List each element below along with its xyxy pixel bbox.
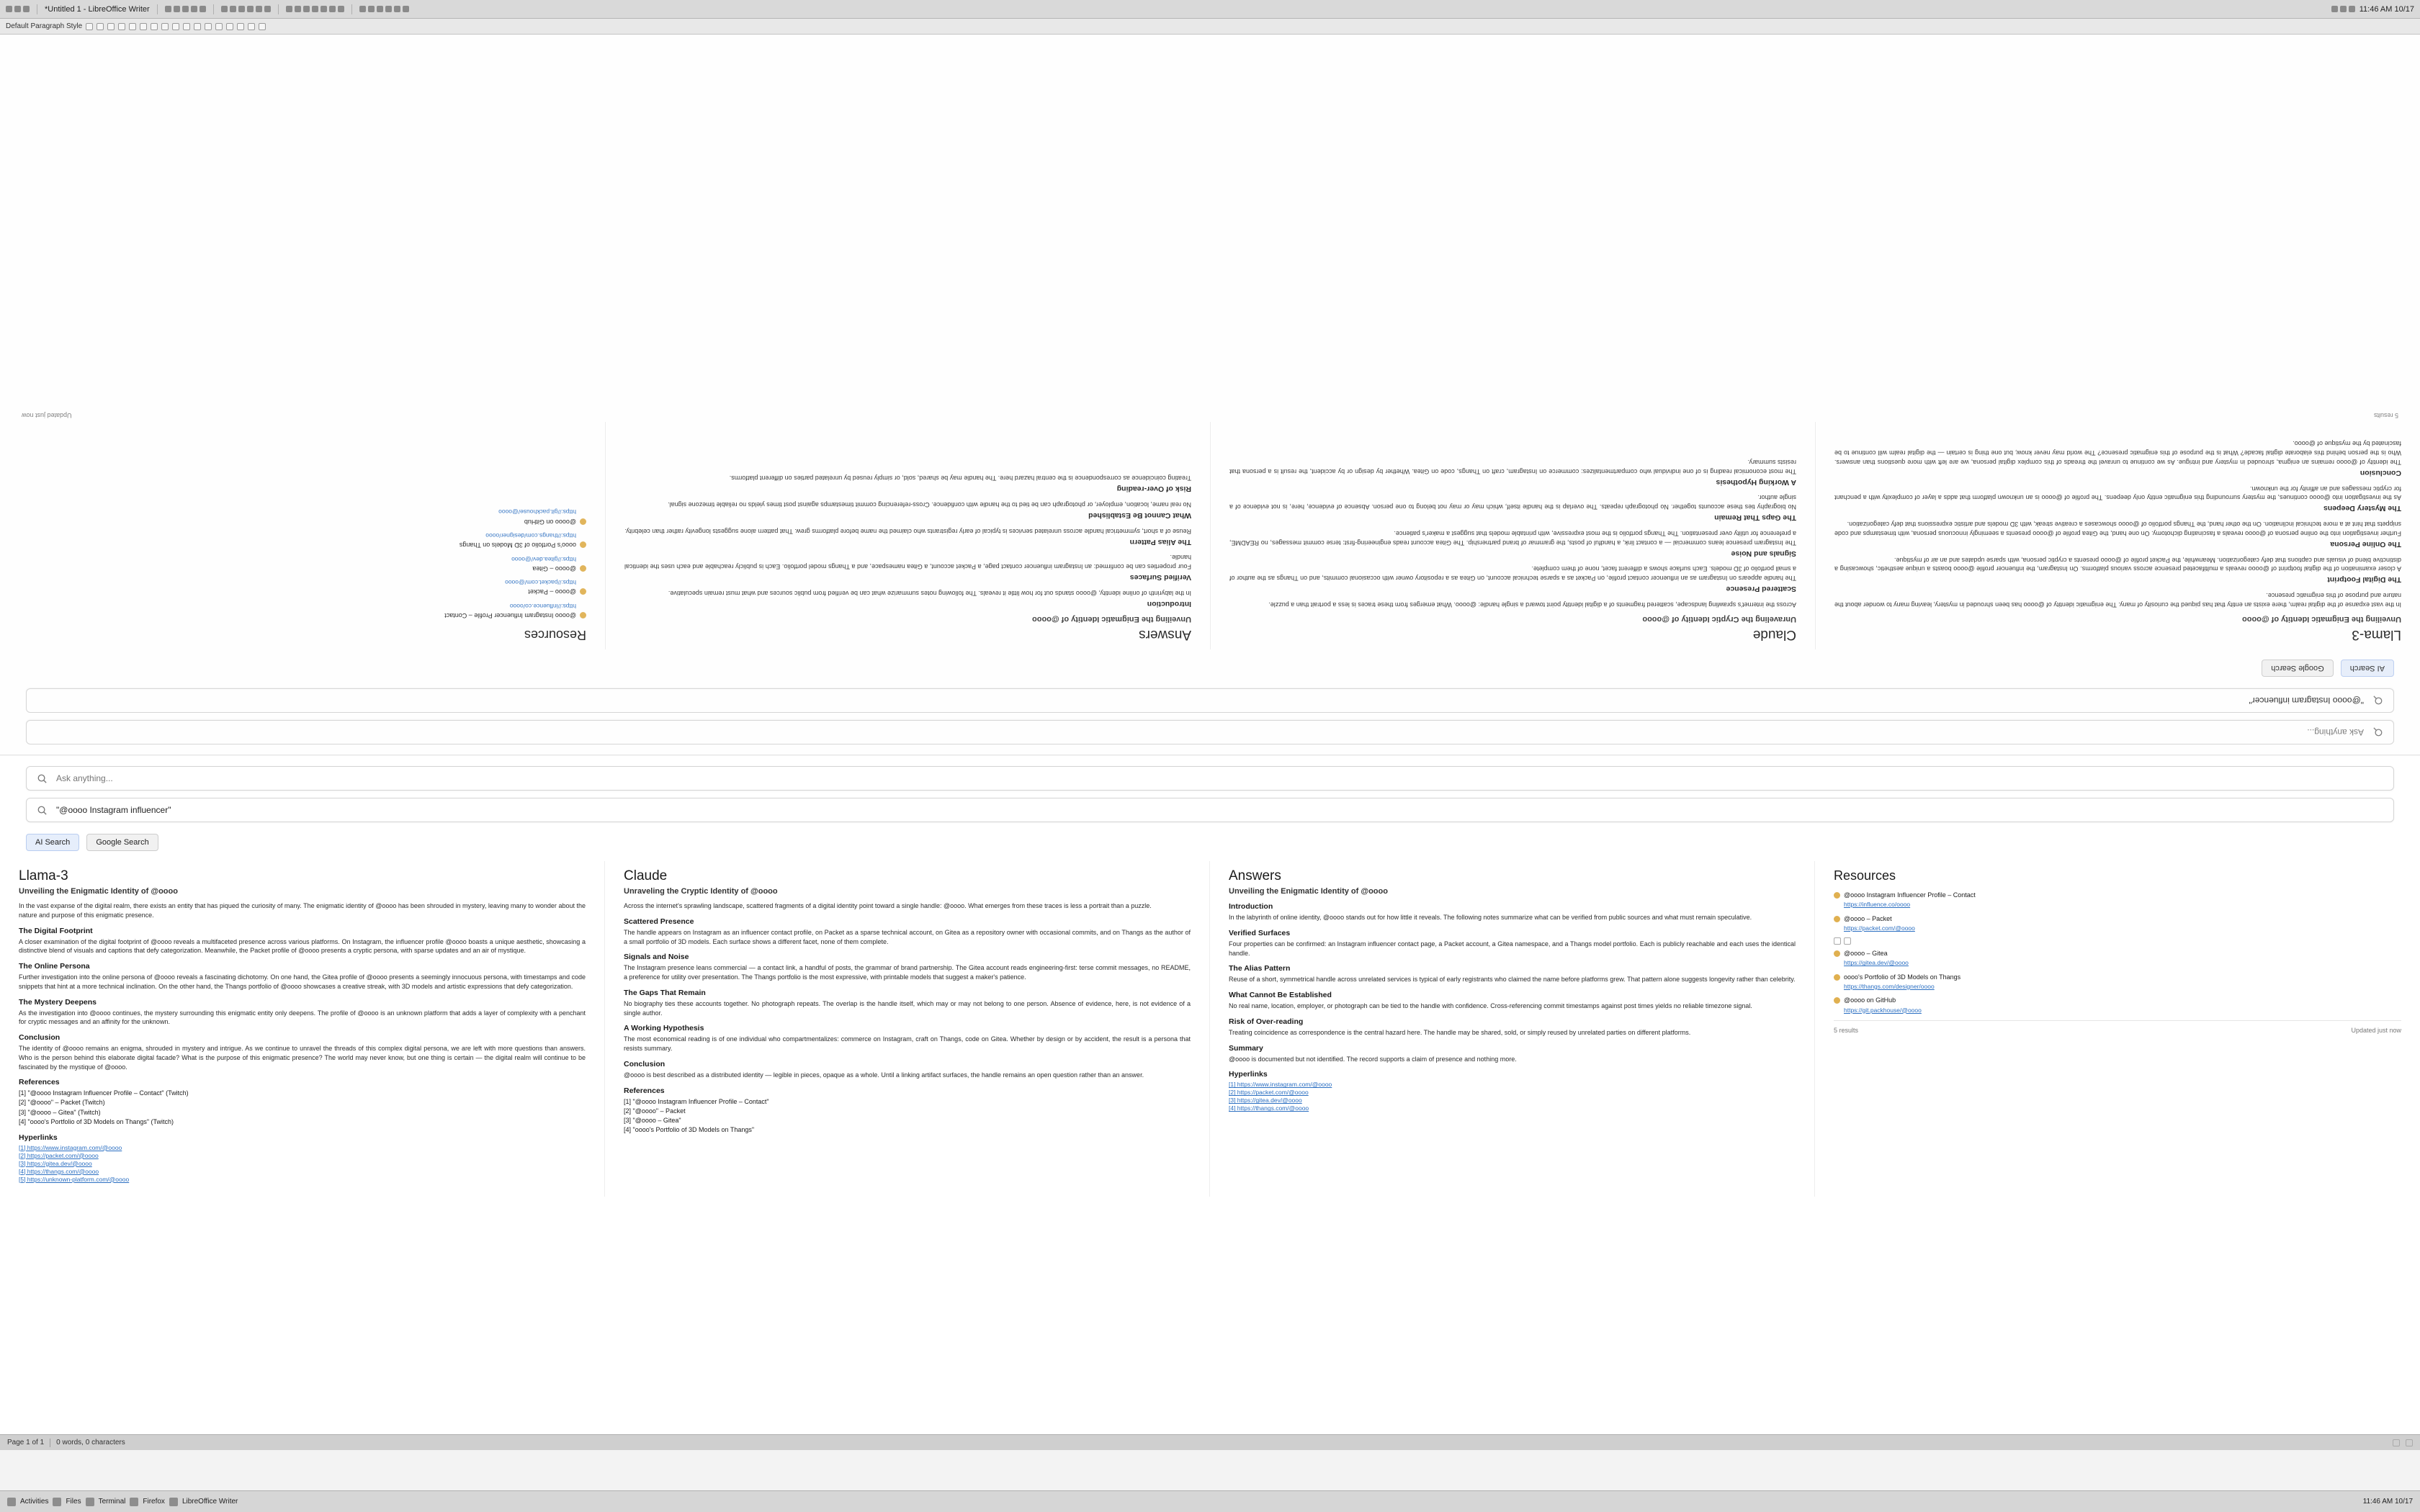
- mirror-resource-label: oooo's Portfolio of 3D Models on Thangs: [459, 541, 576, 549]
- reference-item: [3] "@oooo – Gitea" (Twitch): [19, 1108, 101, 1116]
- bullet-icon: [580, 612, 586, 618]
- numbered-list-icon[interactable]: [205, 23, 212, 30]
- mirror-footer-left: 5 results: [2373, 411, 2398, 419]
- bullet-icon: [1834, 916, 1840, 922]
- bullet-icon: [580, 588, 586, 595]
- paragraph: A closer examination of the digital footprint of @oooo reveals a multifaceted presence across various platforms. On Instagram, the influencer profile @oooo boasts a unique aesthetic, showcasing a distinctive blend of visuals and captions that defy categorization. Meanwhile, the Packet profile of @oooo presents a cryptic persona, with sparse updates and an air of mystique.: [19, 937, 586, 955]
- column-claude: [605, 861, 1210, 1197]
- insert-chart-icon[interactable]: [303, 6, 310, 12]
- bullet-icon: [580, 518, 586, 525]
- resource-meta-row: [1834, 937, 2401, 945]
- mirror-section-title: The Alias Pattern: [1129, 537, 1191, 546]
- status-words: 0 words, 0 characters: [56, 1439, 125, 1446]
- paragraph: Further investigation into the online persona of @oooo reveals a fascinating dichotomy. On one hand, the Gitea profile of @oooo presents a seemingly innocuous persona, with timestamps and code snippets that hint at a more technical inclination. On the other hand, the Thangs portfolio of @oooo showcases a creative streak, with 3D models and artistic expressions that defy categorization.: [19, 973, 586, 990]
- column-subheading: Unraveling the Cryptic Identity of @oooo: [624, 887, 778, 896]
- column-subheading: Unveiling the Enigmatic Identity of @oooo: [1229, 887, 1388, 896]
- hyperlinks-title: Hyperlinks: [19, 1133, 58, 1142]
- section-title: Summary: [1229, 1043, 1263, 1053]
- mirror-col-claude: [1210, 422, 1815, 649]
- resource-link[interactable]: https://influence.co/oooo: [1844, 901, 1911, 909]
- resource-item[interactable]: [1834, 996, 2401, 1014]
- column-subheading: Unveiling the Enigmatic Identity of @oooo: [19, 887, 178, 896]
- section-title: The Alias Pattern: [1229, 964, 1291, 973]
- mirror-section-title: The Digital Footprint: [2327, 575, 2401, 585]
- results-count: 5 results: [1834, 1027, 1859, 1035]
- mirror-section-title: Scattered Presence: [1726, 585, 1796, 594]
- mirror-resource-item: [19, 531, 586, 550]
- undo-icon[interactable]: [256, 6, 262, 12]
- paste-icon[interactable]: [238, 6, 245, 12]
- paragraph: Reuse of a short, symmetrical handle across unrelated services is typical of early registrants who claimed the name before platforms grew. That pattern alone suggests longevity rather than celebrity.: [1229, 976, 1796, 984]
- mirror-paragraph: A closer examination of the digital footprint of @oooo reveals a multifaceted presence across various platforms. On Instagram, the influencer profile @oooo boasts a unique aesthetic, showcasing a distinctive blend of visuals and captions that defy categorization. Meanwhile, the Packet profile of @oooo presents a cryptic persona, with sparse updates and an air of mystique.: [1834, 556, 2401, 573]
- paragraph: No biography ties these accounts together. No photograph repeats. The overlap is the handle itself, which may or may not belong to one person. Absence of evidence, here, is not evidence of a single author.: [624, 999, 1191, 1017]
- clone-formatting-icon[interactable]: [247, 6, 254, 12]
- mirror-paragraph: No real name, location, employer, or photograph can be tied to the handle with confidence. Cross-referencing commit timestamps against post times yields no reliable timezone signal.: [668, 500, 1191, 508]
- justify-icon[interactable]: [183, 23, 190, 30]
- hyperlink-item[interactable]: [1] https://www.instagram.com/@oooo: [19, 1143, 122, 1151]
- divider: [351, 4, 352, 14]
- insert-image-icon[interactable]: [295, 6, 301, 12]
- resource-link[interactable]: https://thangs.com/designer/oooo: [1844, 982, 1935, 990]
- column-heading: Claude: [624, 868, 668, 883]
- column-resources: [1815, 861, 2420, 1197]
- search-icon: [2372, 727, 2383, 738]
- google-search-button[interactable]: Google Search: [86, 834, 158, 851]
- mirror-paragraph: In the labyrinth of online identity, @oooo stands out for how little it reveals. The following notes summarize what can be verified from public sources and what must remain speculative.: [668, 590, 1191, 597]
- mirror-paragraph: The Instagram presence leans commercial — a contact link, a handful of posts, the grammar of brand partnership. The Gitea account reads engineering-first: terse commit messages, no README, a preference for utility over presentation. The Thangs portfolio is the most expressive, with printable models that suggest a maker's patience.: [1229, 529, 1796, 546]
- align-right-icon[interactable]: [172, 23, 179, 30]
- column-llama3: [0, 861, 605, 1197]
- mirror-paragraph: Treating coincidence as correspondence is the central hazard here. The handle may be shared, sold, or simply reused by unrelated parties on different platforms.: [729, 474, 1191, 482]
- section-title: Verified Surfaces: [1229, 928, 1291, 937]
- bullet-icon: [580, 565, 586, 572]
- section-title: Risk of Over-reading: [1229, 1017, 1304, 1026]
- battery-icon[interactable]: [2349, 6, 2355, 12]
- mirror-heading: Answers: [1139, 627, 1191, 642]
- column-heading: Llama-3: [19, 868, 68, 883]
- search-icon[interactable]: [37, 805, 48, 816]
- underline-icon[interactable]: [140, 23, 147, 30]
- mirror-section-title: Conclusion: [2360, 468, 2401, 477]
- mirror-resource-link: https://gitea.dev/@oooo: [511, 555, 576, 563]
- link-icon: [1844, 937, 1851, 945]
- mirror-section-title: What Cannot Be Established: [1088, 510, 1191, 520]
- mirror-paragraph: As the investigation into @oooo continues, the mystery surrounding this enigmatic entity only deepens. The profile of @oooo is an unknown platform that adds a layer of complexity with a penchant for cryptic messages and an affinity for the unknown.: [1834, 485, 2401, 502]
- divider: [1834, 1020, 2401, 1021]
- paragraph-style-label: Default Paragraph Style: [6, 22, 83, 30]
- mirror-section-title: Signals and Noise: [1731, 549, 1796, 558]
- section-title: What Cannot Be Established: [1229, 991, 1332, 1000]
- mirror-resources-title: Resources: [524, 628, 586, 642]
- paragraph: @oooo is documented but not identified. The record supports a claim of presence and nothing more.: [1229, 1055, 1517, 1063]
- search-icon: [2372, 696, 2383, 706]
- search-row-top[interactable]: [26, 766, 2394, 791]
- reference-item: [2] "@oooo" – Packet: [624, 1107, 686, 1115]
- font-name-icon[interactable]: [97, 23, 104, 30]
- window-icon: [23, 6, 30, 12]
- reference-item: [3] "@oooo – Gitea": [624, 1116, 681, 1124]
- references-list: [19, 1089, 586, 1126]
- hyperlink-item[interactable]: [2] https://packet.com/@oooo: [1229, 1089, 1309, 1097]
- paragraph: In the labyrinth of online identity, @oooo stands out for how little it reveals. The following notes summarize what can be verified from public sources and what must remain speculative.: [1229, 914, 1752, 921]
- writer-icon[interactable]: [169, 1498, 178, 1506]
- taskbar-item-files[interactable]: Files: [66, 1498, 81, 1506]
- reference-item: [4] "oooo's Portfolio of 3D Models on Thangs" (Twitch): [19, 1117, 174, 1125]
- files-icon[interactable]: [53, 1498, 61, 1506]
- special-character-icon[interactable]: [338, 6, 344, 12]
- line-spacing-icon[interactable]: [237, 23, 244, 30]
- hyperlink-item[interactable]: [2] https://packet.com/@oooo: [19, 1151, 99, 1159]
- mirror-section-title: The Online Persona: [2330, 539, 2401, 549]
- paragraph: No real name, location, employer, or photograph can be tied to the handle with confidence. Cross-referencing commit timestamps against post times yields no reliable timezone signal.: [1229, 1002, 1752, 1010]
- section-title: Signals and Noise: [624, 953, 689, 962]
- mirror-resource-link: https://packet.com/@oooo: [505, 579, 576, 587]
- bullet-list-icon[interactable]: [194, 23, 201, 30]
- window-title: *Untitled 1 - LibreOffice Writer: [45, 4, 150, 14]
- copy-icon[interactable]: [230, 6, 236, 12]
- section-title: Introduction: [1229, 902, 1273, 911]
- indent-decrease-icon[interactable]: [226, 23, 233, 30]
- section-title: The Gaps That Remain: [624, 988, 706, 997]
- print-preview-icon[interactable]: [200, 6, 206, 12]
- footnote-icon[interactable]: [368, 6, 375, 12]
- writer-status-bar: [0, 1434, 2420, 1450]
- divider: [213, 4, 214, 14]
- cut-icon[interactable]: [221, 6, 228, 12]
- mirror-section-title: Introduction: [1147, 600, 1191, 608]
- updated-label: Updated just now: [2351, 1027, 2401, 1035]
- paragraph: The handle appears on Instagram as an influencer contact profile, on Packet as a sparse technical account, on Gitea as a repository owner with occasional commits, and on Thangs as the author of a small portfolio of 3D models. Each surface shows a different facet, none of them complete.: [624, 928, 1191, 945]
- insert-textbox-icon[interactable]: [312, 6, 318, 12]
- mirror-col-llama: [1815, 422, 2420, 649]
- taskbar-item-terminal[interactable]: Terminal: [98, 1498, 126, 1506]
- os-titlebar: [0, 0, 2420, 19]
- track-changes-icon[interactable]: [403, 6, 409, 12]
- resources-footer: [1834, 1027, 2401, 1034]
- search-input-bottom[interactable]: [55, 804, 2383, 816]
- highlight-color-icon[interactable]: [248, 23, 255, 30]
- window-icon: [6, 6, 12, 12]
- mirror-search-input-top: [37, 726, 2365, 738]
- section-title: The Digital Footprint: [19, 926, 93, 935]
- paragraph: Four properties can be confirmed: an Instagram influencer contact page, a Packet account, a Gitea namespace, and a Thangs model portfolio. Each is publicly reachable and each uses the identical handle.: [1229, 940, 1796, 957]
- paragraph: The identity of @oooo remains an enigma, shrouded in mystery and intrigue. As we continue to unravel the threads of this complex digital persona, we are left with more questions than answers. Who is the person behind this elaborate digital facade? What is the purpose of this enigmatic presence? The world may never know, but one thing is certain — the digital realm will continue to be fascinated by the mystique of @oooo.: [19, 1045, 586, 1071]
- references-list: [624, 1097, 1191, 1135]
- hyperlink-item[interactable]: [5] https://unknown-platform.com/@oooo: [19, 1175, 130, 1183]
- terminal-icon[interactable]: [86, 1498, 94, 1506]
- mirror-columns: [0, 422, 2420, 652]
- mirror-footer: [0, 409, 2420, 422]
- paragraph: In the vast expanse of the digital realm, there exists an entity that has piqued the curiosity of many. The enigmatic identity of @oooo has been shrouded in mystery, leaving many to wonder about the nature and purpose of this enigmatic presence.: [19, 902, 586, 919]
- mirror-resource-link: https://thangs.com/designer/oooo: [485, 532, 576, 540]
- insert-field-icon[interactable]: [329, 6, 336, 12]
- taskbar-item-firefox[interactable]: Firefox: [143, 1498, 165, 1506]
- section-title: The Online Persona: [19, 962, 90, 971]
- resource-item[interactable]: [1834, 891, 2401, 909]
- mirror-footer-right: Updated just now: [22, 411, 72, 419]
- window-icon: [14, 6, 21, 12]
- print-icon[interactable]: [191, 6, 197, 12]
- paragraph: The Instagram presence leans commercial — a contact link, a handful of posts, the grammar of brand partnership. The Gitea account reads engineering-first: terse commit messages, no README, a preference for utility over presentation. The Thangs portfolio is the most expressive, with printable models that suggest a maker's patience.: [624, 964, 1191, 981]
- bold-icon[interactable]: [118, 23, 125, 30]
- mirror-search-row-top: [26, 720, 2394, 744]
- section-title: Scattered Presence: [624, 917, 694, 926]
- mirror-heading: Claude: [1752, 627, 1796, 642]
- hyperlinks-list[interactable]: [1229, 1081, 1796, 1112]
- toolbar-icon-group-4[interactable]: [359, 6, 409, 12]
- reference-item: [1] "@oooo Instagram Influencer Profile – Contact" (Twitch): [19, 1089, 189, 1097]
- hyperlink-item[interactable]: [1] https://www.instagram.com/@oooo: [1229, 1081, 1332, 1089]
- resource-item[interactable]: [1834, 914, 2401, 933]
- mirror-google-search-button: Google Search: [2262, 660, 2333, 677]
- mirror-paragraph: Further investigation into the online persona of @oooo reveals a fascinating dichotomy. On one hand, the Gitea profile of @oooo presents a seemingly innocuous persona, with timestamps and code snippets that hint at a more technical inclination. On the other hand, the Thangs portfolio of @oooo showcases a creative streak, with 3D models and artistic expressions that defy categorization.: [1834, 521, 2401, 537]
- mirror-paragraph: The handle appears on Instagram as an influencer contact profile, on Packet as a sparse technical account, on Gitea as a repository owner with occasional commits, and on Thangs as the author of a small portfolio of 3D models. Each surface shows a different facet, none of them complete.: [1229, 565, 1796, 582]
- redo-icon[interactable]: [264, 6, 271, 12]
- search-icon[interactable]: [37, 773, 48, 784]
- reference-item: [2] "@oooo" – Packet (Twitch): [19, 1099, 105, 1107]
- new-file-icon[interactable]: [165, 6, 171, 12]
- hyperlinks-title: Hyperlinks: [1229, 1070, 1268, 1079]
- paragraph: @oooo is best described as a distributed identity — legible in pieces, opaque as a whole. Until a linking artifact surfaces, the handle remains an open question rather than an answer.: [624, 1071, 1144, 1079]
- bullet-icon: [580, 541, 586, 548]
- bookmark-icon[interactable]: [377, 6, 383, 12]
- hyperlink-item[interactable]: [4] https://thangs.com/@oooo: [1229, 1104, 1309, 1112]
- bullet-icon: [1834, 997, 1840, 1004]
- hyperlinks-list[interactable]: [19, 1144, 586, 1183]
- comment-icon[interactable]: [394, 6, 400, 12]
- resources-list[interactable]: [1834, 891, 2401, 1014]
- mirror-search-input-bottom: [37, 695, 2365, 706]
- os-window-controls[interactable]: [6, 6, 30, 12]
- toolbar-icon-group-2[interactable]: [221, 6, 271, 12]
- indent-increase-icon[interactable]: [215, 23, 223, 30]
- bullet-icon: [1834, 974, 1840, 981]
- taskbar-item-writer[interactable]: LibreOffice Writer: [182, 1498, 238, 1506]
- mirror-paragraph: Across the internet's sprawling landscape, scattered fragments of a digital identity point toward a single handle: @oooo. What emerges from these traces is less a portrait than a puzzle.: [1268, 601, 1796, 608]
- column-heading: Answers: [1229, 868, 1281, 883]
- mirror-resource-link: https://influence.co/oooo: [509, 602, 576, 610]
- mirror-paragraph: The most economical reading is of one individual who compartmentalizes: commerce on Instagram, craft on Thangs, code on Gitea. Whether by design or by accident, the result is a persona that resists summary.: [1229, 458, 1796, 475]
- mirror-col-answers: [605, 422, 1210, 649]
- mirror-search-row-bottom: [26, 688, 2394, 713]
- section-title: Conclusion: [19, 1033, 60, 1043]
- mirror-ai-search-button: AI Search: [2341, 660, 2394, 677]
- search-buttons[interactable]: [0, 834, 2420, 858]
- section-title: Conclusion: [624, 1059, 666, 1068]
- mirror-paragraph: In the vast expanse of the digital realm, there exists an entity that has piqued the curiosity of many. The enigmatic identity of @oooo has been shrouded in mystery, leaving many to wonder about the nature and purpose of this enigmatic presence.: [1834, 592, 2401, 608]
- reference-item: [4] "oooo's Portfolio of 3D Models on Thangs": [624, 1125, 755, 1133]
- paragraph: The most economical reading is of one individual who compartmentalizes: commerce on Instagram, craft on Thangs, code on Gitea. Whether by design or by accident, the result is a persona that resists summary.: [624, 1035, 1191, 1053]
- mirror-resource-link: https://git.packhouse/@oooo: [498, 508, 576, 516]
- zoom-out-icon[interactable]: [2393, 1439, 2400, 1446]
- resource-item[interactable]: [1834, 973, 2401, 991]
- resource-label: @oooo – Gitea: [1844, 950, 1888, 958]
- column-answers: [1210, 861, 1815, 1197]
- divider: [157, 4, 158, 14]
- mirrored-preview-region: [0, 35, 2420, 791]
- cross-reference-icon[interactable]: [385, 6, 392, 12]
- bullet-icon: [1834, 892, 1840, 899]
- mirror-heading: Llama-3: [2352, 627, 2401, 642]
- mirror-subheading: Unveiling the Enigmatic Identity of @oooo: [2242, 615, 2401, 624]
- mirror-paragraph: Four properties can be confirmed: an Instagram influencer contact page, a Packet account, a Gitea namespace, and a Thangs model portfolio. Each is publicly reachable and each uses the identical handle.: [624, 554, 1191, 571]
- resource-label: @oooo – Packet: [1844, 914, 1892, 922]
- insert-table-icon[interactable]: [286, 6, 292, 12]
- reference-item: [1] "@oooo Instagram Influencer Profile – Contact": [624, 1097, 769, 1105]
- align-center-icon[interactable]: [161, 23, 169, 30]
- mirror-section-title: The Gaps That Remain: [1714, 513, 1796, 523]
- formatting-toolbar[interactable]: [0, 19, 2420, 35]
- mirror-resource-item: [19, 601, 586, 620]
- mirror-section-title: The Mystery Deepens: [2323, 504, 2401, 513]
- main-page-region[interactable]: [0, 756, 2420, 1434]
- resource-item[interactable]: [1834, 949, 2401, 968]
- mirror-search-area: [0, 677, 2420, 755]
- hyperlink-item[interactable]: [3] https://gitea.dev/@oooo: [1229, 1097, 1302, 1104]
- save-icon[interactable]: [182, 6, 189, 12]
- chevron-down-icon[interactable]: [86, 23, 93, 30]
- references-title: References: [624, 1086, 665, 1095]
- mirror-paragraph: The identity of @oooo remains an enigma, shrouded in mystery and intrigue. As we continue to unravel the threads of this complex digital persona, we are left with more questions than answers. Who is the person behind this elaborate digital facade? What is the purpose of this enigmatic presence? The world may never know, but one thing is certain — the digital realm will continue to be fascinated by the mystique of @oooo.: [1834, 440, 2401, 466]
- bullet-icon: [1834, 950, 1840, 957]
- os-tray[interactable]: [2331, 6, 2355, 12]
- network-icon[interactable]: [2331, 6, 2338, 12]
- mirror-paragraph: Reuse of a short, symmetrical handle across unrelated services is typical of early registrants who claimed the name before platforms grew. That pattern alone suggests longevity rather than celebrity.: [624, 527, 1191, 535]
- mirror-section-title: A Working Hypothesis: [1716, 477, 1796, 487]
- toolbar-icon-group-3[interactable]: [286, 6, 344, 12]
- resource-link[interactable]: https://gitea.dev/@oooo: [1844, 959, 1909, 967]
- search-area[interactable]: [0, 756, 2420, 834]
- toolbar-icon-group-1[interactable]: [165, 6, 206, 12]
- firefox-icon[interactable]: [130, 1498, 138, 1506]
- italic-icon[interactable]: [129, 23, 136, 30]
- mirror-section-title: Verified Surfaces: [1129, 573, 1191, 582]
- main-page[interactable]: [0, 756, 2420, 1434]
- mirror-subheading: Unveiling the Enigmatic Identity of @oooo: [1032, 615, 1191, 624]
- font-color-icon[interactable]: [259, 23, 266, 30]
- resource-label: @oooo Instagram Influencer Profile – Contact: [1844, 891, 1976, 899]
- hyperlink-icon[interactable]: [359, 6, 366, 12]
- mirror-resource-label: @oooo Instagram Influencer Profile – Contact: [444, 612, 576, 619]
- resource-link[interactable]: https://git.packhouse/@oooo: [1844, 1006, 1922, 1014]
- mirror-section-title: Risk of Over-reading: [1116, 485, 1191, 494]
- open-folder-icon[interactable]: [174, 6, 180, 12]
- section-title: The Mystery Deepens: [19, 997, 97, 1007]
- mirror-resource-item: [19, 578, 586, 597]
- mirror-resources-list: [19, 508, 586, 620]
- mirror-subheading: Unraveling the Cryptic Identity of @oooo: [1642, 615, 1796, 624]
- hyperlink-item[interactable]: [4] https://thangs.com/@oooo: [19, 1167, 99, 1175]
- ai-search-button[interactable]: AI Search: [26, 834, 79, 851]
- status-page: Page 1 of 1: [7, 1439, 45, 1446]
- search-row-bottom[interactable]: [26, 798, 2394, 822]
- divider: [278, 4, 279, 14]
- document-icon: [1834, 937, 1841, 945]
- clock: 11:46 AM 10/17: [2359, 4, 2414, 14]
- paragraph: Treating coincidence as correspondence is the central hazard here. The handle may be shared, sold, or simply reused by unrelated parties on different platforms.: [1229, 1028, 1691, 1036]
- resources-title: Resources: [1834, 868, 1896, 883]
- references-title: References: [19, 1078, 60, 1087]
- mirror-resource-label: @oooo on GitHub: [524, 518, 576, 526]
- mirror-search-buttons: [0, 652, 2420, 677]
- page-break-icon[interactable]: [321, 6, 327, 12]
- taskbar-item-activities[interactable]: Activities: [20, 1498, 49, 1506]
- mirror-resource-item: [19, 554, 586, 573]
- mirror-resource-label: @oooo – Packet: [528, 588, 576, 596]
- os-taskbar[interactable]: [0, 1490, 2420, 1512]
- paragraph: As the investigation into @oooo continues, the mystery surrounding this enigmatic entity only deepens. The profile of @oooo is an unknown platform that adds a layer of complexity with a penchant for cryptic messages and an affinity for the unknown.: [19, 1009, 586, 1026]
- mirror-paragraph: No biography ties these accounts together. No photograph repeats. The overlap is the handle itself, which may or may not belong to one person. Absence of evidence, here, is not evidence of a single author.: [1229, 494, 1796, 511]
- volume-icon[interactable]: [2340, 6, 2347, 12]
- mirror-col-resources: [0, 422, 605, 649]
- resource-link[interactable]: https://packet.com/@oooo: [1844, 924, 1915, 932]
- answer-columns: [0, 858, 2420, 1197]
- section-title: A Working Hypothesis: [624, 1024, 704, 1033]
- mirror-resource-label: @oooo – Gitea: [532, 564, 576, 572]
- activities-icon[interactable]: [7, 1498, 16, 1506]
- mirrored-page: [0, 35, 2420, 791]
- search-input-top[interactable]: [55, 773, 2383, 784]
- zoom-in-icon[interactable]: [2406, 1439, 2413, 1446]
- font-size-icon[interactable]: [107, 23, 115, 30]
- mirror-resource-item: [19, 508, 586, 526]
- hyperlink-item[interactable]: [3] https://gitea.dev/@oooo: [19, 1159, 92, 1167]
- taskbar-clock: 11:46 AM 10/17: [2362, 1498, 2413, 1506]
- align-left-icon[interactable]: [151, 23, 158, 30]
- resource-label: oooo's Portfolio of 3D Models on Thangs: [1844, 973, 1961, 981]
- paragraph: Across the internet's sprawling landscape, scattered fragments of a digital identity point toward a single handle: @oooo. What emerges from these traces is less a portrait than a puzzle.: [624, 902, 1152, 909]
- resource-label: @oooo on GitHub: [1844, 996, 1896, 1004]
